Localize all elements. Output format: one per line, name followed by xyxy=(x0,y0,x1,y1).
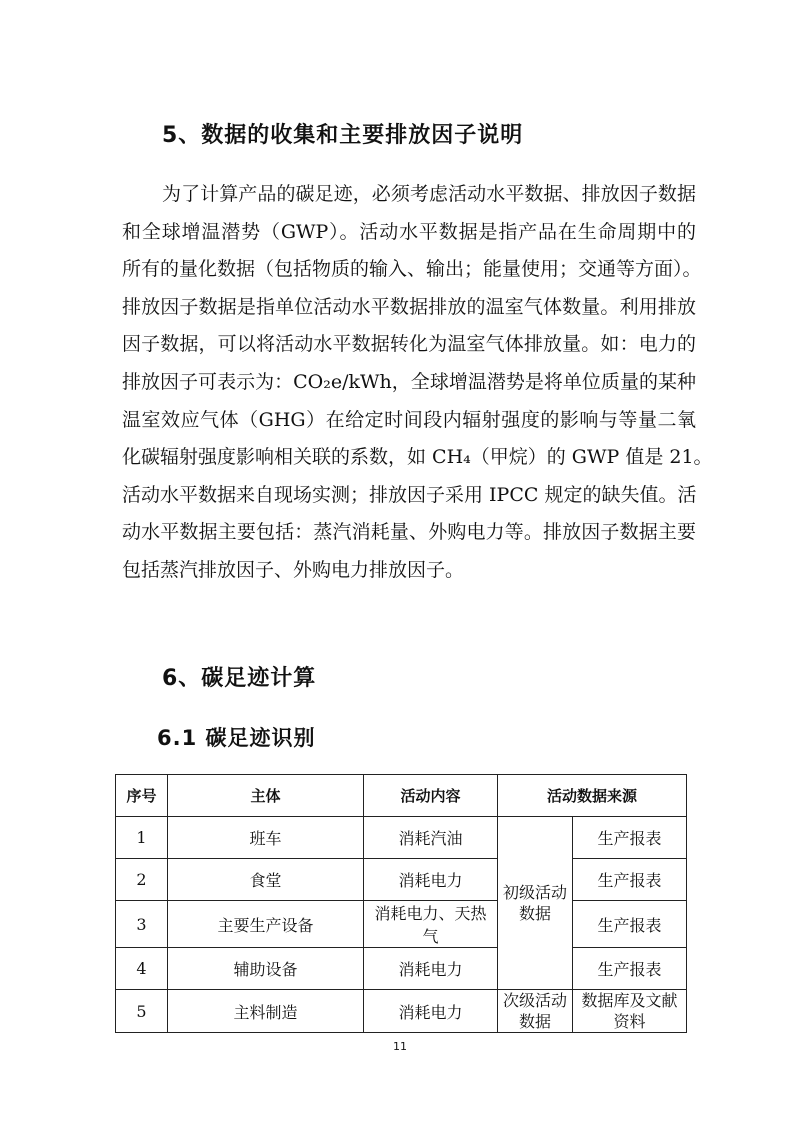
table-row xyxy=(116,817,687,859)
cell-source: 生产报表 xyxy=(573,948,687,990)
paragraph-line: 所有的量化数据（包括物质的输入、输出；能量使用；交通等方面）。 xyxy=(122,258,702,281)
table-row xyxy=(116,859,687,901)
cell-subject: 主要生产设备 xyxy=(168,901,364,948)
cell-no: 3 xyxy=(116,901,168,948)
cell-subject: 主料制造 xyxy=(168,990,364,1033)
header-activity: 活动内容 xyxy=(364,775,498,817)
header-subject: 主体 xyxy=(168,775,364,817)
cell-activity: 消耗电力、天热气 xyxy=(364,901,498,948)
cell-activity: 消耗电力 xyxy=(364,948,498,990)
cell-source: 数据库及文献资料 xyxy=(573,990,687,1033)
section-6-heading: 6、碳足迹计算 xyxy=(162,666,317,691)
table-row xyxy=(116,948,687,990)
carbon-footprint-identification-table xyxy=(115,774,687,1033)
header-source: 活动数据来源 xyxy=(498,775,687,817)
cell-subject: 班车 xyxy=(168,817,364,859)
cell-source: 生产报表 xyxy=(573,859,687,901)
header-no: 序号 xyxy=(116,775,168,817)
cell-no: 2 xyxy=(116,859,168,901)
cell-no: 4 xyxy=(116,948,168,990)
cell-activity: 消耗汽油 xyxy=(364,817,498,859)
cell-activity: 消耗电力 xyxy=(364,990,498,1033)
paragraph-line: 排放因子可表示为：CO₂e/kWh，全球增温潜势是将单位质量的某种 xyxy=(122,370,696,393)
cell-activity: 消耗电力 xyxy=(364,859,498,901)
paragraph-line: 排放因子数据是指单位活动水平数据排放的温室气体数量。利用排放 xyxy=(122,295,696,318)
cell-no: 5 xyxy=(116,990,168,1033)
paragraph-line: 为了计算产品的碳足迹，必须考虑活动水平数据、排放因子数据 xyxy=(162,183,696,205)
table-row xyxy=(116,901,687,948)
table-row xyxy=(116,990,687,1033)
section-6-1-heading: 6.1 碳足迹识别 xyxy=(157,726,316,750)
paragraph-line: 温室效应气体（GHG）在给定时间段内辐射强度的影响与等量二氧 xyxy=(122,408,696,431)
cell-primary-data: 初级活动数据 xyxy=(498,817,573,990)
cell-source: 生产报表 xyxy=(573,817,687,859)
paragraph-line: 和全球增温潜势（GWP）。活动水平数据是指产品在生命周期中的 xyxy=(122,220,696,243)
section-5-heading: 5、数据的收集和主要排放因子说明 xyxy=(162,123,524,148)
cell-secondary-data: 次级活动数据 xyxy=(498,990,573,1033)
paragraph-line: 因子数据，可以将活动水平数据转化为温室气体排放量。如：电力的 xyxy=(122,333,696,356)
cell-subject: 辅助设备 xyxy=(168,948,364,990)
paragraph-line: 动水平数据主要包括：蒸汽消耗量、外购电力等。排放因子数据主要 xyxy=(122,521,696,544)
section-5-paragraph xyxy=(122,176,713,590)
table-header-row xyxy=(116,775,687,817)
paragraph-line: 包括蒸汽排放因子、外购电力排放因子。 xyxy=(122,558,465,581)
cell-no: 1 xyxy=(116,817,168,859)
paragraph-line: 化碳辐射强度影响相关联的系数，如 CH₄（甲烷）的 GWP 值是 21。 xyxy=(122,446,713,469)
page-number: 11 xyxy=(393,1040,407,1053)
cell-subject: 食堂 xyxy=(168,859,364,901)
cell-source: 生产报表 xyxy=(573,901,687,948)
paragraph-line: 活动水平数据来自现场实测；排放因子采用 IPCC 规定的缺失值。活 xyxy=(122,483,697,506)
